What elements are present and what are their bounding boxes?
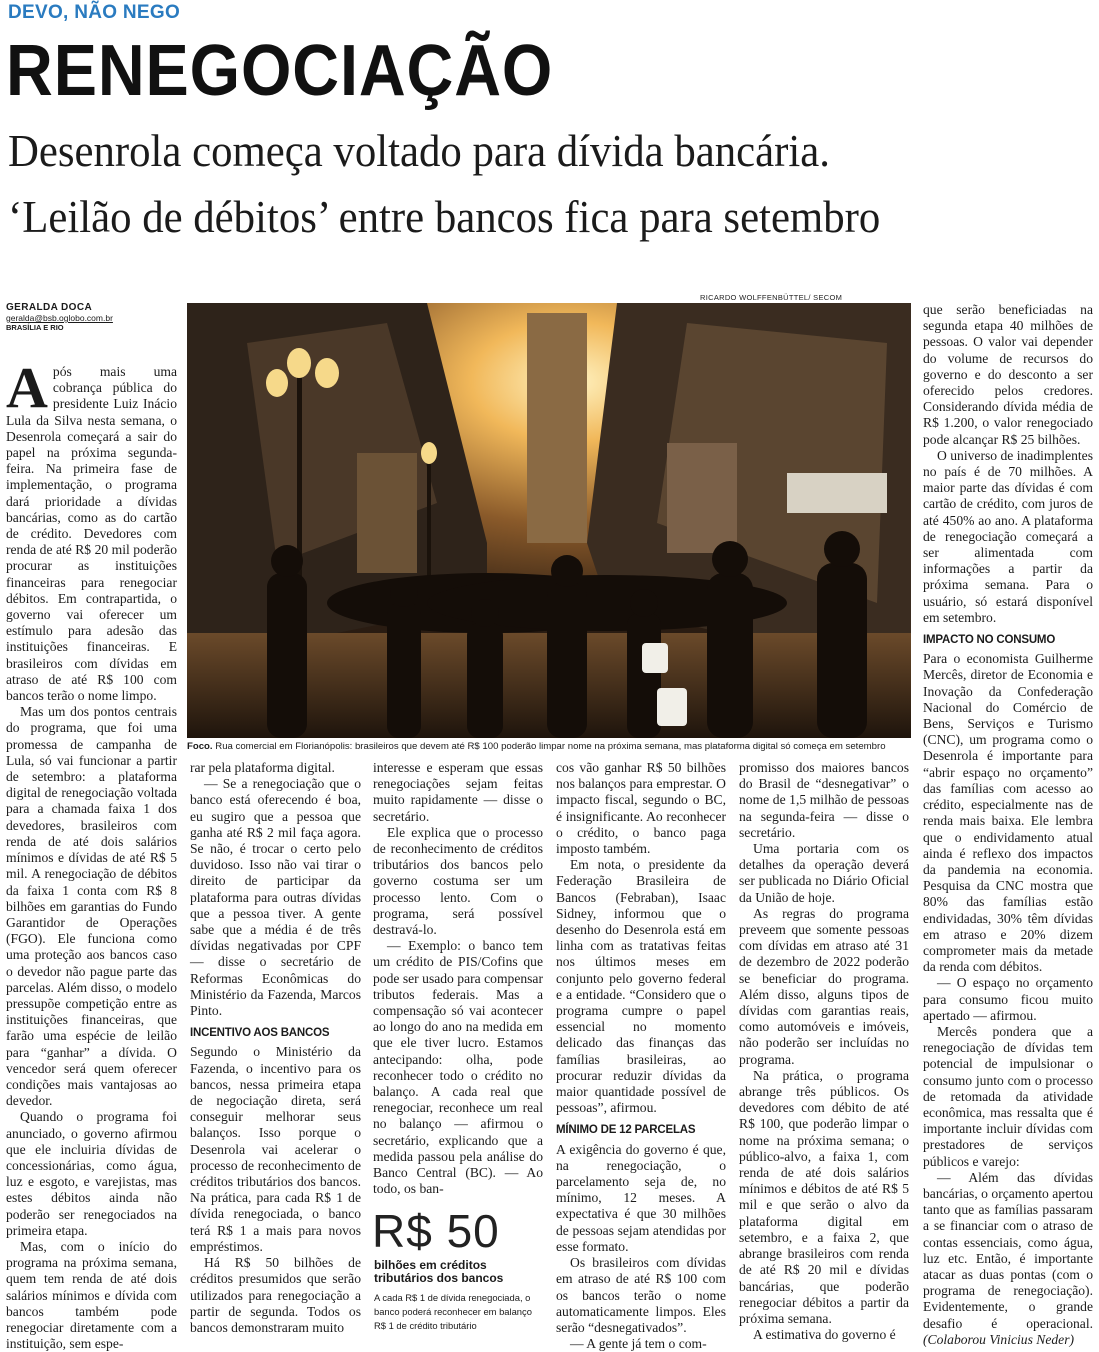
article-paragraph: — A gente já tem o com- <box>570 1336 707 1352</box>
highlight-number: R$ 50 <box>372 1205 500 1257</box>
subsection-heading: MÍNIMO DE 12 PARCELAS <box>556 1124 696 1137</box>
article-paragraph: interesse e esperam que essas renegociações sejam feitas muito rapidamente — disse o secretário. <box>373 760 543 824</box>
contributor-credit: (Colaborou Vinicius Neder) <box>923 1331 1075 1347</box>
article-paragraph: Mas, com o início do programa na próxima semana, quem tem renda de até dois salários mínimos e dívida com bancos também pode renegociar diretamente com a instituição, sem espe- <box>6 1238 177 1352</box>
street-photo <box>187 303 911 738</box>
article-paragraph: — O espaço no orçamento para consumo ficou muito apertado — afirmou. <box>923 975 1093 1023</box>
caption-label: Foco. <box>187 741 213 752</box>
article-paragraph: A estimativa do governo é <box>753 1327 896 1343</box>
dateline-location: BRASÍLIA E RIO <box>6 323 64 332</box>
highlight-description: A cada R$ 1 de dívida renegociada, o banco poderá reconhecer em balanço R$ 1 de crédito tributário <box>374 1292 532 1331</box>
article-paragraph: Mas um dos pontos centrais do programa, que foi uma promessa de campanha de Lula, só vai funcionar a partir de setembro: a plataforma digital de renegociação voltada para a chamada faixa 1 dos devedores, brasileiros com renda de até dois salários mínimos e dívidas de até R$ 5 mil. A renegociação de débitos da faixa 1 conta com R$ 8 bilhões em garantias do Fundo Garantidor de Operações (FGO). Ele funciona como uma proteção aos bancos caso o devedor não pague parte das parcelas. Além disso, o modelo pressupõe competição entre as instituições financeiras, que farão uma espécie de leilão para “ganhar” a dívida. O vencedor será quem oferecer condições mais vantajosas ao devedor. <box>6 704 177 1109</box>
article-paragraph: Há R$ 50 bilhões de créditos presumidos que serão utilizados para renegociação a partir de segunda. Todos os bancos demonstraram muito <box>190 1255 361 1335</box>
photo-credit: RICARDO WOLFFENBÜTTEL/ SECOM <box>700 293 843 302</box>
article-paragraph: As regras do programa preveem que somente pessoas com dívidas em atraso até 31 de dezembro de 2022 poderão se beneficiar do programa. Além disso, alguns tipos de dívidas com garantias reais, como automóveis e imóveis, não poderão ser incluídas no programa. <box>739 905 909 1067</box>
article-paragraph: — Exemplo: o banco tem um crédito de PIS/Cofins que pode ser usado para compensar tributos federais. Mas a compensação só vai acontecer ao longo do ano na medida em que ele tiver lucro. Estamos antecipando: olha, pode reconhecer todo o crédito no balanço. A cada real que renegociar, reconhece um real no balanço — afirmou o secretário, explicando que a medida passou pela análise do Banco Central (BC). — Ao todo, os ban- <box>373 938 543 1197</box>
article-paragraph: rar pela plataforma digital. <box>190 760 335 775</box>
article-paragraph: Os brasileiros com dívidas em atraso de até R$ 100 com os bancos terão o nome automaticamente limpos. Eles serão “desnegativados”. <box>556 1255 726 1335</box>
byline <box>6 302 181 332</box>
article-paragraph: que serão beneficiadas na segunda etapa 40 milhões de pessoas. O valor vai depender do volume de recursos do governo e do desconto a ser oferecido pelos credores. Considerando dívida média de R$ 1.200, o valor renegociado pode alcançar R$ 25 bilhões. <box>923 302 1093 447</box>
author-name: GERALDA DOCA <box>6 302 93 313</box>
drop-cap: A <box>6 355 48 420</box>
article-paragraph: Em nota, o presidente da Federação Brasileira de Bancos (Febraban), Isaac Sidney, informou que o desenho do Desenrola está em linha com as tratativas feitas nos últimos meses em conjunto pelo governo federal e a entidade. “Considero que o programa cumpre o papel essencial no momento delicado das finanças das famílias brasileiras, ao procurar reduzir dívidas da maior quantidade possível de pessoas”, afirmou. <box>556 857 726 1116</box>
subheadline <box>8 118 1022 250</box>
headline: RENEGOCIAÇÃO <box>6 31 554 111</box>
article-paragraph: cos vão ganhar R$ 50 bilhões nos balanços para emprestar. O impacto fiscal, segundo o BC, é insignificante. Ao reconhecer o crédito, o banco paga imposto também. <box>556 760 726 857</box>
subsection-heading: INCENTIVO AOS BANCOS <box>190 1027 330 1040</box>
article-paragraph: Uma portaria com os detalhes da operação deverá ser publicada no Diário Oficial da União de hoje. <box>739 841 909 905</box>
article-column-5 <box>739 760 909 1344</box>
section-kicker: DEVO, NÃO NEGO <box>8 2 181 23</box>
article-paragraph: A exigência do governo é que, na renegociação, o parcelamento seja de, no mínimo, 12 meses. A expectativa é que 30 milhões de pessoas sejam atendidas por esse formato. <box>556 1141 726 1254</box>
subheadline-line-2: ‘Leilão de débitos’ entre bancos fica para setembro <box>8 191 881 242</box>
article-column-4 <box>556 760 726 1352</box>
article-paragraph: Na prática, o programa abrange três públicos. Os devedores com débito de até R$ 100, que poderão limpar o nome na próxima semana; o público-alvo, a faixa 1, com renda de até dois salários mínimos e débitos de até R$ 5 mil e que serão o alvo da plataforma digital em setembro, e a faixa 2, que abrange brasileiros com renda de até R$ 20 mil e dívidas bancárias, que poderão renegociar débitos a partir da próxima semana. <box>739 1067 909 1326</box>
author-email-link[interactable]: geralda@bsb.oglobo.com.br <box>6 313 113 323</box>
article-paragraph: Após mais uma cobrança pública do presidente Luiz Inácio Lula da Silva nesta semana, o Desenrola começará a sair do papel na próxima segunda-feira. Na primeira fase de implementação, o programa dará prioridade a dívidas bancárias, como as do cartão de crédito. Devedores com renda de até R$ 20 mil poderão procurar as instituições financeiras para renegociar débitos. Em contrapartida, o governo vai oferecer um estímulo para adesão das instituições financeiras. E brasileiros com dívidas em atraso de até R$ 100 com bancos terão o nome limpo. <box>6 355 177 704</box>
article-column-2 <box>190 760 361 1344</box>
caption-text: Rua comercial em Florianópolis: brasileiros que devem até R$ 100 poderão limpar nome na próxima semana, mas plataforma digital só começa em setembro <box>212 741 886 752</box>
article-column-1 <box>6 355 177 1352</box>
article-paragraph: — Além das dívidas bancárias, o orçamento apertou tanto que as famílias passaram a se financiar com o atraso de contas essenciais, como água, luz etc. Então, é importante atacar as duas pontas (com o programa de renegociação). Evidentemente, o grande desafio é operacional. (Colaborou Vinicius Neder) <box>923 1169 1093 1347</box>
article-paragraph: Segundo o Ministério da Fazenda, o incentivo para os bancos, nessa primeira etapa de negociação direta, será conseguir melhorar seus balanços. Isso porque o Desenrola vai acelerar o processo de reconhecimento de créditos tributários dos bancos. Na prática, para cada R$ 1 de dívida renegociada, o banco terá R$ 1 a mais para novos empréstimos. <box>190 1044 361 1254</box>
street-scene-image <box>187 303 911 738</box>
article-paragraph: promisso dos maiores bancos do Brasil de “desnegativar” o nome de 1,5 milhão de pessoas na segunda-feira — disse o secretário. <box>739 760 909 840</box>
photo-caption <box>187 741 911 753</box>
article-paragraph: Ele explica que o processo de reconhecimento de créditos tributários dos bancos pelo governo costuma ser um processo lento. Com o programa, será possível destravá-lo. <box>373 824 543 938</box>
article-paragraph: O universo de inadimplentes no país é de 70 milhões. A maior parte das dívidas é com cartão de crédito, com juros de até 450% ao ano. A plataforma de renegociação começará a ser alimentada com informações a partir da próxima semana. Para o usuário, só estará disponível em setembro. <box>923 447 1093 625</box>
article-paragraph: Para o economista Guilherme Mercês, diretor de Economia e Inovação da Confederação Nacional do Comércio de Bens, Serviços e Turismo (CNC), um programa como o Desenrola é importante para “abrir espaço no orçamento” das famílias com acesso ao crédito, especialmente nas de renda mais baixa. Ele lembra que o endividamento atual ainda é reflexo dos impactos da pandemia na economia. Pesquisa da CNC mostra que 80% das famílias estão endividadas, 30% têm dívidas em atraso e 20% dizem comprometer mais da metade da renda com débitos. <box>923 651 1093 975</box>
article-paragraph: Mercês pondera que a renegociação de dívidas tem potencial de impulsionar o consumo junto com o processo de retomada da atividade econômica, mas ressalta que é importante incluir dívidas com prestadores de serviços públicos e varejo: <box>923 1023 1093 1169</box>
article-column-3 <box>373 760 543 1197</box>
subheadline-line-1: Desenrola começa voltado para dívida bancária. <box>8 125 830 176</box>
subsection-heading: IMPACTO NO CONSUMO <box>923 634 1056 647</box>
highlight-label: bilhões em créditos tributários dos bancos <box>374 1258 504 1285</box>
article-paragraph: — Se a renegociação que o banco está oferecendo é boa, eu sugiro que a pessoa que ganha até R$ 2 mil faça agora. Se não, é trocar o certo pelo duvidoso. Isso não vai tirar o direito de participar da plataforma para outras dívidas que a pessoa tiver. A gente sabe que a média é de três dívidas negativadas por CPF — disse o secretário de Reformas Econômicas do Ministério da Fazenda, Marcos Pinto. <box>190 776 361 1019</box>
article-paragraph: Quando o programa foi anunciado, o governo afirmou que ele incluiria dívidas de concessionárias, como água, luz e esgoto, e varejistas, mas estes débitos ainda não poderão ser renegociados na primeira etapa. <box>6 1109 177 1238</box>
article-column-6 <box>923 302 1093 1347</box>
